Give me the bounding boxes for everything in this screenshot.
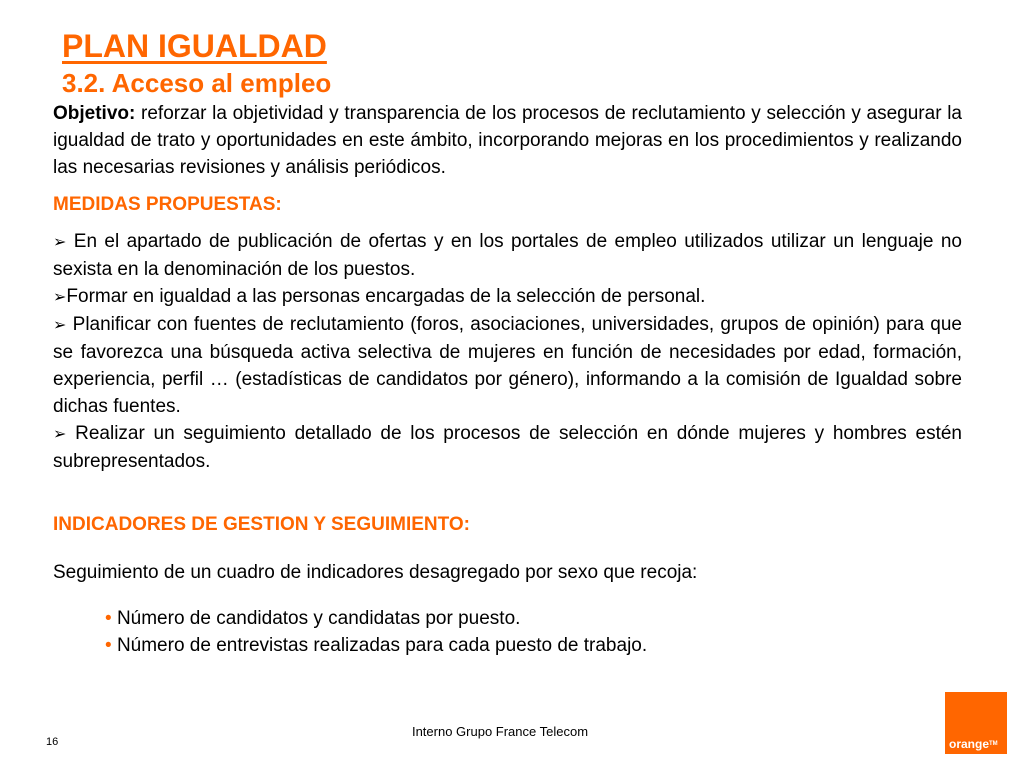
arrow-bullet-icon: ➢ bbox=[53, 289, 67, 306]
indicadores-list bbox=[53, 605, 962, 659]
objective-label: Objetivo: bbox=[53, 103, 136, 124]
arrow-bullet-icon: ➢ bbox=[53, 317, 67, 334]
indicadores-item: • Número de candidatos y candidatas por puesto. bbox=[105, 608, 521, 629]
page-number: 16 bbox=[46, 736, 59, 748]
medidas-item: ➢ En el apartado de publicación de ofertas y en los portales de empleo utilizados utilizar un lenguaje no sexista en la denominación de los puestos. bbox=[53, 231, 962, 280]
footer-text: Interno Grupo France Telecom bbox=[411, 724, 589, 739]
medidas-item: ➢ Planificar con fuentes de reclutamiento (foros, asociaciones, universidades, grupos de opinión) para que se favorezca una búsqueda activa selectiva de mujeres en función de necesidades por edad, formación, experiencia, perfil … (estadísticas de candidatos por género), informando a la comisión de Igualdad sobre dichas fuentes. bbox=[53, 314, 962, 417]
indicadores-intro: Seguimiento de un cuadro de indicadores desagregado por sexo que recoja: bbox=[53, 562, 698, 583]
medidas-list bbox=[53, 228, 962, 475]
medidas-item: ➢Formar en igualdad a las personas encargadas de la selección de personal. bbox=[53, 286, 706, 307]
page-subtitle: 3.2. Acceso al empleo bbox=[62, 68, 332, 98]
arrow-bullet-icon: ➢ bbox=[53, 426, 67, 443]
indicadores-heading: INDICADORES DE GESTION Y SEGUIMIENTO: bbox=[53, 514, 471, 535]
dot-bullet-icon: • bbox=[105, 635, 117, 656]
medidas-item: ➢ Realizar un seguimiento detallado de los procesos de selección en dónde mujeres y hombres estén subrepresentados. bbox=[53, 423, 962, 472]
objective-text: reforzar la objetividad y transparencia de los procesos de reclutamiento y selección y asegurar la igualdad de trato y oportunidades en este ámbito, incorporando mejoras en los procedimientos y realizando las necesarias revisiones y análisis periódicos. bbox=[53, 103, 962, 178]
medidas-heading: MEDIDAS PROPUESTAS: bbox=[53, 194, 282, 215]
objective-paragraph bbox=[53, 100, 962, 181]
logo-tm: TM bbox=[989, 741, 998, 747]
dot-bullet-icon: • bbox=[105, 608, 117, 629]
slide-content bbox=[53, 100, 962, 659]
page-title: PLAN IGUALDAD bbox=[62, 28, 327, 64]
arrow-bullet-icon: ➢ bbox=[53, 234, 67, 251]
orange-logo bbox=[945, 692, 1007, 754]
indicadores-item: • Número de entrevistas realizadas para cada puesto de trabajo. bbox=[105, 635, 648, 656]
logo-text: orange bbox=[949, 737, 990, 751]
